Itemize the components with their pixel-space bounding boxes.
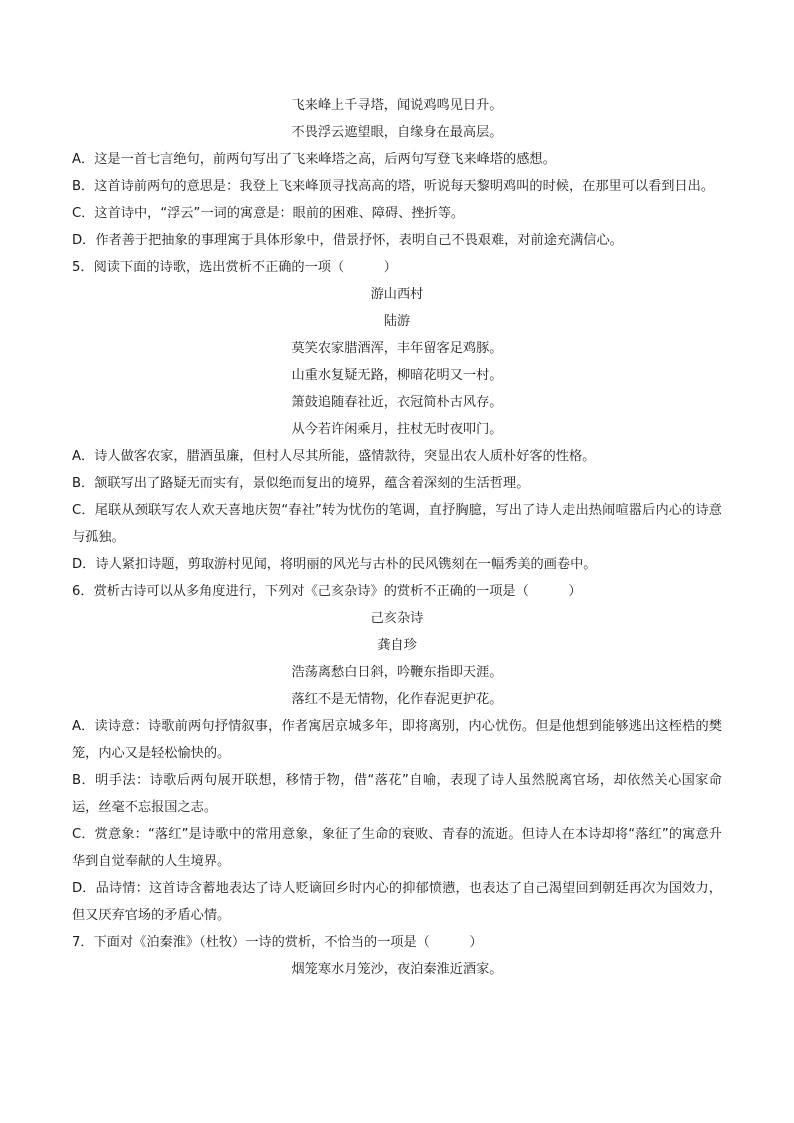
- poem-title: 游山西村: [370, 287, 424, 302]
- option-d: D．作者善于把抽象的事理寓于具体形象中，借景抒怀，表明自己不畏艰难，对前途充满信心。: [72, 233, 623, 248]
- option-c: C．尾联从颈联写农人欢天喜地庆贺“春社”转为忧伤的笔调，直抒胸臆，写出了诗人走出热闹喧嚣后内心的诗意与孤独。: [72, 503, 722, 545]
- question-stem: 6．赏析古诗可以从多角度进行，下列对《己亥杂诗》的赏析不正确的一项是（ ）: [72, 584, 582, 599]
- question-stem: 7．下面对《泊秦淮》（杜牧）一诗的赏析，不恰当的一项是（ ）: [72, 935, 483, 950]
- poem-author: 陆游: [383, 314, 411, 329]
- poem-author: 龚自珍: [377, 638, 417, 653]
- poem-line: 不畏浮云遮望眼，自缘身在最高层。: [291, 125, 503, 140]
- option-a: A．这是一首七言绝句，前两句写出了飞来峰塔之高，后两句写登飞来峰塔的感想。: [72, 152, 556, 167]
- poem-line: 浩荡离愁白日斜，吟鞭东指即天涯。: [291, 665, 503, 680]
- poem-line: 烟笼寒水月笼沙，夜泊秦淮近酒家。: [291, 962, 503, 977]
- poem-line: 从今若许闲乘月，拄杖无时夜叩门。: [291, 422, 503, 437]
- poem-line: 落红不是无情物，化作春泥更护花。: [291, 692, 503, 707]
- option-d: D．诗人紧扣诗题，剪取游村见闻，将明丽的风光与古朴的民风镌刻在一幅秀美的画卷中。: [72, 557, 597, 572]
- document-content: [72, 92, 722, 983]
- option-b: B．明手法：诗歌后两句展开联想，移情于物，借“落花”自喻，表现了诗人虽然脱离官场，却依然关心国家命运，丝毫不忘报国之志。: [72, 773, 722, 815]
- poem-line: 莫笑农家腊酒浑，丰年留客足鸡豚。: [291, 341, 503, 356]
- poem-line: 箫鼓追随春社近，衣冠简朴古风存。: [291, 395, 503, 410]
- question-stem: 5．阅读下面的诗歌，选出赏析不正确的一项（ ）: [72, 260, 397, 275]
- option-d: D．品诗情：这首诗含蓄地表达了诗人贬谪回乡时内心的抑郁愤懑，也表达了自己渴望回到朝廷再次为国效力，但又厌弃官场的矛盾心情。: [72, 881, 722, 923]
- option-a: A．读诗意：诗歌前两句抒情叙事，作者寓居京城多年，即将离别，内心忧伤。但是他想到能够逃出这桎梏的樊笼，内心又是轻松愉快的。: [72, 719, 722, 761]
- poem-line: 飞来峰上千寻塔，闻说鸡鸣见日升。: [291, 98, 503, 113]
- poem-title: 己亥杂诗: [370, 611, 424, 626]
- option-b: B．这首诗前两句的意思是：我登上飞来峰顶寻找高高的塔，听说每天黎明鸡叫的时候，在那里可以看到日出。: [72, 179, 715, 194]
- poem-line: 山重水复疑无路，柳暗花明又一村。: [291, 368, 503, 383]
- option-a: A．诗人做客农家，腊酒虽廉，但村人尽其所能，盛情款待，突显出农人质朴好客的性格。: [72, 449, 596, 464]
- option-c: C．这首诗中，“浮云”一词的寓意是：眼前的困难、障碍、挫折等。: [72, 206, 465, 221]
- option-b: B．颔联写出了路疑无而实有，景似绝而复出的境界，蕴含着深刻的生活哲理。: [72, 476, 530, 491]
- option-c: C．赏意象：“落红”是诗歌中的常用意象，象征了生命的衰败、青春的流逝。但诗人在本诗却将“落红”的寓意升华到自觉奉献的人生境界。: [72, 827, 722, 869]
